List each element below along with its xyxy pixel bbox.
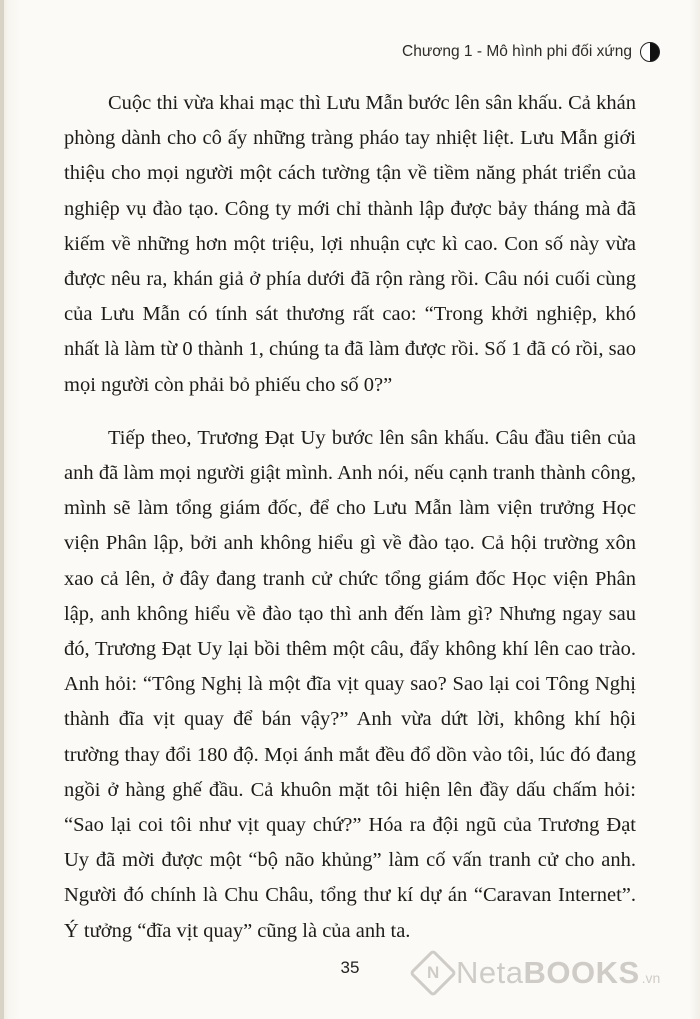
netabooks-watermark [416, 955, 660, 991]
page-number: 35 [340, 958, 360, 977]
watermark-name-bold: BOOKS [523, 955, 640, 990]
running-header [402, 42, 660, 62]
watermark-suffix: .vn [641, 970, 661, 986]
body-text [64, 86, 636, 967]
netabooks-logo-icon [409, 949, 457, 997]
page-spine-shadow [0, 0, 4, 1019]
watermark-name-light: Neta [456, 955, 524, 990]
logo-letter: N [426, 963, 440, 982]
paragraph-2: Tiếp theo, Trương Đạt Uy bước lên sân khấu. Câu đầu tiên của anh đã làm mọi người giật mình. Anh nói, nếu cạnh tranh thành công, mình sẽ làm tổng giám đốc, để cho Lưu Mẫn làm viện trưởng Học viện Phân lập, bởi anh không hiểu gì về đào tạo. Cả hội trường xôn xao cả lên, ở đây đang tranh cử chức tổng giám đốc Học viện Phân lập, anh không hiểu về đào tạo thì anh đến làm gì? Nhưng ngay sau đó, Trương Đạt Uy lại bồi thêm một câu, đẩy không khí lên cao trào. Anh hỏi: “Tông Nghị là một đĩa vịt quay sao? Sao lại coi Tông Nghị thành đĩa vịt quay để bán vậy?” Anh vừa dứt lời, không khí hội trường thay đổi 180 độ. Mọi ánh mắt đều đổ dồn vào tôi, lúc đó đang ngồi ở hàng ghế đầu. Cả khuôn mặt tôi hiện lên đầy dấu chấm hỏi: “Sao lại coi tôi như vịt quay chứ?” Hóa ra đội ngũ của Trương Đạt Uy đã mời được một “bộ não khủng” làm cố vấn tranh cử cho anh. Người đó chính là Chu Châu, tổng thư kí dự án “Caravan Internet”. Ý tưởng “đĩa vịt quay” cũng là của anh ta. [64, 426, 636, 942]
paragraph-1: Cuộc thi vừa khai mạc thì Lưu Mẫn bước lên sân khấu. Cả khán phòng dành cho cô ấy những tràng pháo tay nhiệt liệt. Lưu Mẫn giới thiệu cho mọi người một cách tường tận về tiềm năng phát triển của nghiệp vụ đào tạo. Công ty mới chỉ thành lập được bảy tháng mà đã kiếm về những hơn một triệu, lợi nhuận cực kì cao. Con số này vừa được nêu ra, khán giả ở phía dưới đã rộn ràng rồi. Câu nói cuối cùng của Lưu Mẫn có tính sát thương rất cao: “Trong khởi nghiệp, khó nhất là làm từ 0 thành 1, chúng ta đã làm được rồi. Số 1 đã có rồi, sao mọi người còn phải bỏ phiếu cho số 0?” [64, 92, 636, 396]
watermark-name [456, 955, 640, 991]
chapter-title: Chương 1 - Mô hình phi đối xứng [402, 43, 632, 60]
half-moon-icon [640, 42, 660, 62]
